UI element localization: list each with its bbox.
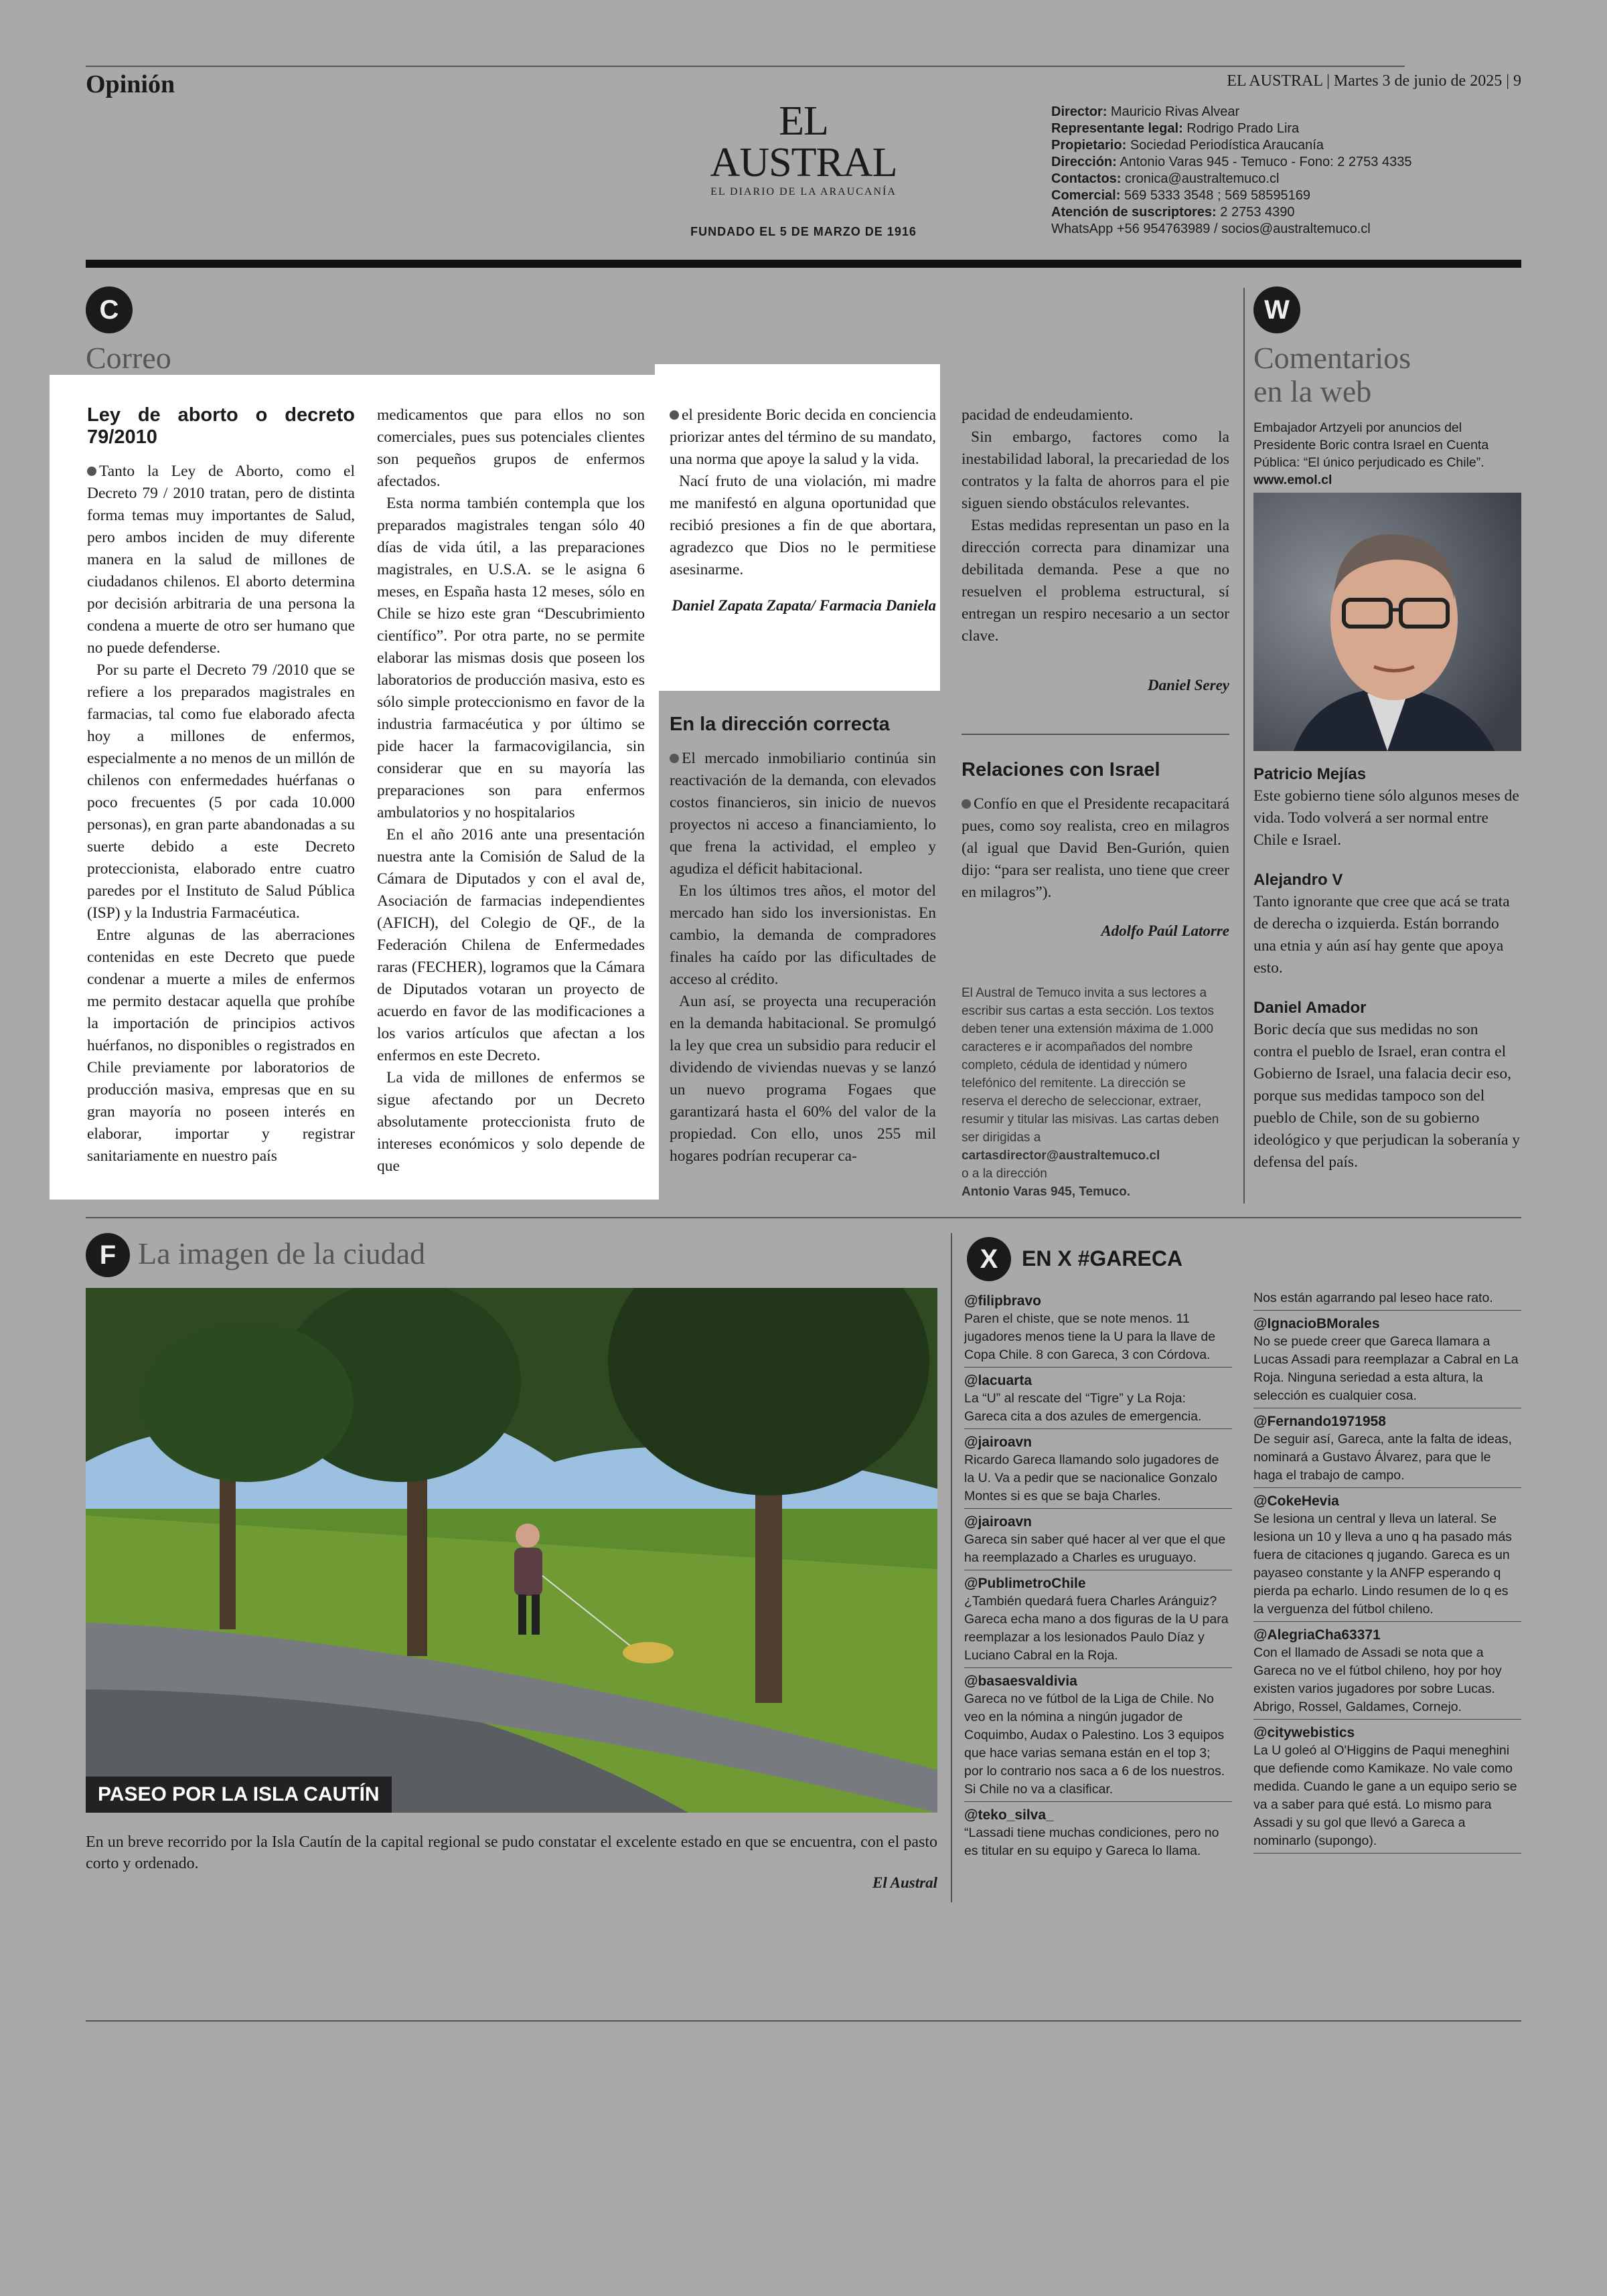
- commenter-photo: [1253, 493, 1521, 751]
- x-posts-left: @filipbravo Paren el chiste, que se note menos. 11 jugadores menos tiene la U para la llave de Copa Chile. 8 con Gareca, 3 con Córdova. @lacuarta La “U” al rescate del “Tigre” y La Roja: Gareca cita a dos azules de emergencia. @jairoavn Ricardo Gareca llamando solo jugadores de la U. Va a pedir que se nacionalice Gonzalo Montes si es que se baja Charles. @jairoavn Gareca sin saber qué hacer al ver que el que ha reemplazado a Charles es uruguayo. @PublimetroChile ¿También quedará fuera Charles Aránguiz? Gareca echa mano a dos figuras de la U para reemplazar a los lesionados Paulo Díaz y Luciano Cabral en la Roja. @basaesvaldivia Gareca no ve fútbol de la Liga de Chile. No veo en la nómina a ningún jugador de Coquimbo, Audax o Palestino. Los 3 equipos que hace varias semana están en el top 3; por lo contrario nos saca a 6 de los nuestros. Si Chile no va a clasificar. @teko_silva_ “Lassadi tiene muchas condiciones, pero no es titular en su equipo y Gareca lo llama.: [964, 1292, 1232, 1867]
- imagen-title: La imagen de la ciudad: [138, 1236, 426, 1270]
- photo-caption-tag: PASEO POR LA ISLA CAUTÍN: [86, 1777, 392, 1813]
- letter-2-col-4: pacidad de endeudamiento. Sin embargo, factores como la inestabilidad laboral, la precariedad de los contratos y la falta de ahorros para el pie siguen siendo obstáculos relevantes. Estas medidas representan un paso en la dirección correcta para dinamizar una debilitada demanda. Pese a que no resuelven el problema estructural, sí entregan un respiro necesario a un sector clave. Daniel Serey: [962, 404, 1229, 696]
- correo-title: Correo: [86, 341, 171, 375]
- letter-1-signature: Daniel Zapata Zapata/ Farmacia Daniela: [672, 597, 936, 614]
- comment-3-text: Boric decía que sus medidas no son contra el pueblo de Israel, eran contra el Gobierno de Israel, una falacia decir eso, porque sus medidas tampoco son del pueblo de Chile, son de su gobierno ideológico y que perjudican la soberanía y defensa del país.: [1253, 1021, 1521, 1171]
- founded-line: FUNDADO EL 5 DE MARZO DE 1916: [690, 225, 917, 238]
- comment-3-author: Daniel Amador: [1253, 999, 1367, 1017]
- letter-1-headline: Ley de aborto o decreto 79/2010: [87, 404, 355, 448]
- imagen-letter-icon: F: [86, 1233, 130, 1277]
- x-letter-icon: X: [967, 1237, 1011, 1281]
- letter-1-col-3: el presidente Boric decida en conciencia priorizar antes del término de su mandato, una norma que apoye la salud y la vida. Nací fruto de una violación, mi madre me manifestó en alguna oportunidad que recibió presiones a fin de que abortara, agradezco que Dios no le permitiese asesinarme. Daniel Zapata Zapata/ Farmacia Daniela: [670, 404, 936, 617]
- web-comments: [1253, 763, 1521, 1173]
- letter-1-col-2: medicamentos que para ellos no son comerciales, pues sus potenciales clientes son pequeños grupos de enfermos afectados. Esta norma también contempla que los preparados magistrales tengan sólo 40 días de vida útil, a las preparaciones magistrales, en U.S.A. se le asigna 6 meses, en España hasta 12 meses, sólo en Chile se hizo este gran “Descubrimiento científico”. Por otra parte, no se permite elaborar las mismas dosis que poseen los laboratorios de producción masiva, esto es sólo simple proteccionismo en favor de la industria farmacéutica y por último se pide hacer la farmacovigilancia, sin considerar que en su mayoría las preparaciones son para enfermos ambulatorios y no hospitalarios En el año 2016 ante una presentación nuestra ante la Comisión de Salud de la Cámara de Diputados y con el aval de, Asociación de farmacias independientes (AFICH), del Colegio de QF., de la Federación Chilena de Enfermedades raras (FECHER), logramos que la Cámara de Diputados votaran un proyecto de acuerdo en favor de las modificaciones a los varios artículos que afectan a los enfermos en este Decreto. La vida de millones de enfermos se sigue afectando por un Decreto absolutamente proteccionista fruto de intereses económicos y solo depende de que: [377, 406, 645, 1175]
- x-title: EN X #GARECA: [1022, 1246, 1183, 1270]
- comment-1-author: Patricio Mejías: [1253, 765, 1367, 783]
- photo-credit: El Austral: [872, 1874, 937, 1891]
- letter-3-headline: Relaciones con Israel: [962, 759, 1160, 781]
- logo-subtitle: EL DIARIO DE LA ARAUCANÍA: [710, 186, 897, 197]
- city-photo: [86, 1288, 937, 1813]
- letter-2-headline: En la dirección correcta: [670, 714, 890, 735]
- web-source-link[interactable]: www.emol.cl: [1253, 473, 1332, 487]
- staff-credits: Director: Mauricio Rivas Alvear Representante legal: Rodrigo Prado Lira Propietario: Sociedad Periodística Araucanía Dirección: Antonio Varas 945 - Temuco - Fono: 2 2753 4335 Contactos: cronica@australtemuco.cl Comercial: 569 5333 3548 ; 569 58595169 Atención de suscriptores: 2 2753 4390 WhatsApp +56 954763989 / socios@australtemuco.cl: [1051, 104, 1412, 236]
- letter-3-col-4: Relaciones con Israel Confío en que el Presidente recapacitará pues, como soy realista, creo en milagros (al igual que David Ben-Gurión, quien dijo: “para ser realista, uno tiene que creer en milagros”). Adolfo Paúl Latorre: [962, 759, 1229, 942]
- comment-1-text: Este gobierno tiene sólo algunos meses de vida. Todo volverá a ser normal entre Chile e Israel.: [1253, 787, 1519, 849]
- letters-email[interactable]: cartasdirector@australtemuco.cl: [962, 1149, 1160, 1163]
- photo-caption: En un breve recorrido por la Isla Cautín de la capital regional se pudo constatar el excelente estado en que se encuentra, con el pasto corto y ordenado.: [86, 1833, 937, 1872]
- letter-3-signature: Adolfo Paúl Latorre: [1101, 922, 1229, 939]
- x-posts-right: Nos están agarrando pal leseo hace rato. @IgnacioBMorales No se puede creer que Gareca llamara a Lucas Assadi para reemplazar a Cabral en La Roja. Ninguna seriedad a esta altura, la selección es cualquier cosa. @Fernando1971958 De seguir así, Gareca, ante la falta de ideas, nominará a Gustavo Álvarez, para que le haga el trabajo de campo. @CokeHevia Se lesiona un central y lleva un lateral. Se lesiona un 10 y lleva a uno q ha pasado más fuera de citaciones q jugando. Gareca es un payaseo constante y la ANFP esperando q pierda pa echarlo. Lindo resumen de lo q es la verguenza del fútbol chileno. @AlegriaCha63371 Con el llamado de Assadi se nota que a Gareca no ve el fútbol chileno, hoy por hoy existen varios jugadores por sobre Lucas. Abrigo, Rossel, Galdames, Cornejo. @citywebistics La U goleó al O'Higgins de Paqui meneghini que defiende como Kamikaze. No vale como medida. Cuando le gane a un equipo serio se va a saber para qué está. Lo mismo para Assadi y su gol que llevó a Gareca a nominarlo (supongo).: [1253, 1289, 1521, 1858]
- page-date: EL AUSTRAL | Martes 3 de junio de 2025 | 9: [1227, 72, 1521, 90]
- web-intro: Embajador Artzyeli por anuncios del Presidente Boric contra Israel en Cuenta Pública: “El único perjudicado es Chile”. www.emol.cl: [1253, 420, 1489, 487]
- comment-2-text: Tanto ignorante que cree que acá se trata de derecha o izquierda. Están borrando una etnia y aún así hay gente que apoya esto.: [1253, 893, 1510, 977]
- letter-2-signature: Daniel Serey: [1147, 677, 1229, 693]
- letters-notice: El Austral de Temuco invita a sus lectores a escribir sus cartas a esta sección. Los textos deben tener una extensión máxima de 1.000 caracteres e ir acompañados del nombre completo, cédula de identidad y número telefónico del remitente. La dirección se reserva el derecho de seleccionar, extraer, resumir y titular las misivas. Las cartas deben ser dirigidas a cartasdirector@australtemuco.cl o a la dirección Antonio Varas 945, Temuco.: [962, 984, 1229, 1201]
- masthead-logo: [690, 100, 917, 239]
- letter-1-col-1: Ley de aborto o decreto 79/2010 Tanto la Ley de Aborto, como el Decreto 79 / 2010 tratan, pero de distinta forma temas muy importantes de Salud, pero ambos inciden de muy diferente manera en la salud de millones de ciudadanos chilenos. El aborto determina por decisión arbitraria de una persona la condena a muerte de otro ser humano que no puede defenderse. Por su parte el Decreto 79 /2010 que se refiere a los preparados magistrales en farmacias, tal como fue elaborado afecta hoy a millones de enfermos, especialmente a no menos de un millón de chilenos con enfermedades huérfanas o poco frecuentes (5 por cada 10.000 personas), en gran parte abandonadas a su suerte debido a este Decreto proteccionista, elaborado entre cuatro paredes por el Instituto de Salud Pública (ISP) y la Industria Farmacéutica. Entre algunas de las aberraciones contenidas en este Decreto que puede condenar a muerte a miles de enfermos me permito destacar aquella que prohíbe la importación de principios activos huérfanos, no disponibles o registrados en Chile previamente por laboratorios de producción masiva, empresas que en su gran mayoría no poseen interés en elaborar, importar y registrar sanitariamente en nuestro país: [87, 404, 355, 1165]
- logo-title: EL AUSTRAL: [710, 98, 897, 185]
- web-title: Comentarios en la web: [1253, 341, 1411, 408]
- letter-2-col-3: En la dirección correcta El mercado inmobiliario continúa sin reactivación de la demanda, con elevados costos financieros, sin inicio de nuevos proyectos ni acceso a financiamiento, lo que frena la actividad, el empleo y agudiza el déficit habitacional. En los últimos tres años, el motor del mercado han sido los inversionistas. En cambio, la demanda de compradores finales ha caído por las dificultades de acceso al crédito. Aun así, se proyecta una recuperación en la demanda habitacional. Se promulgó la ley que crea un subsidio para reducir el dividendo de viviendas nuevas y se lanzó un nuevo programa Fogaes que garantizará hasta el 60% del valor de la propiedad. Con ello, unos 255 mil hogares podrían recuperar ca-: [670, 714, 936, 1165]
- section-label: Opinión: [86, 70, 175, 98]
- correo-letter-icon: C: [86, 286, 133, 333]
- web-letter-icon: W: [1253, 286, 1300, 333]
- comment-2-author: Alejandro V: [1253, 871, 1343, 889]
